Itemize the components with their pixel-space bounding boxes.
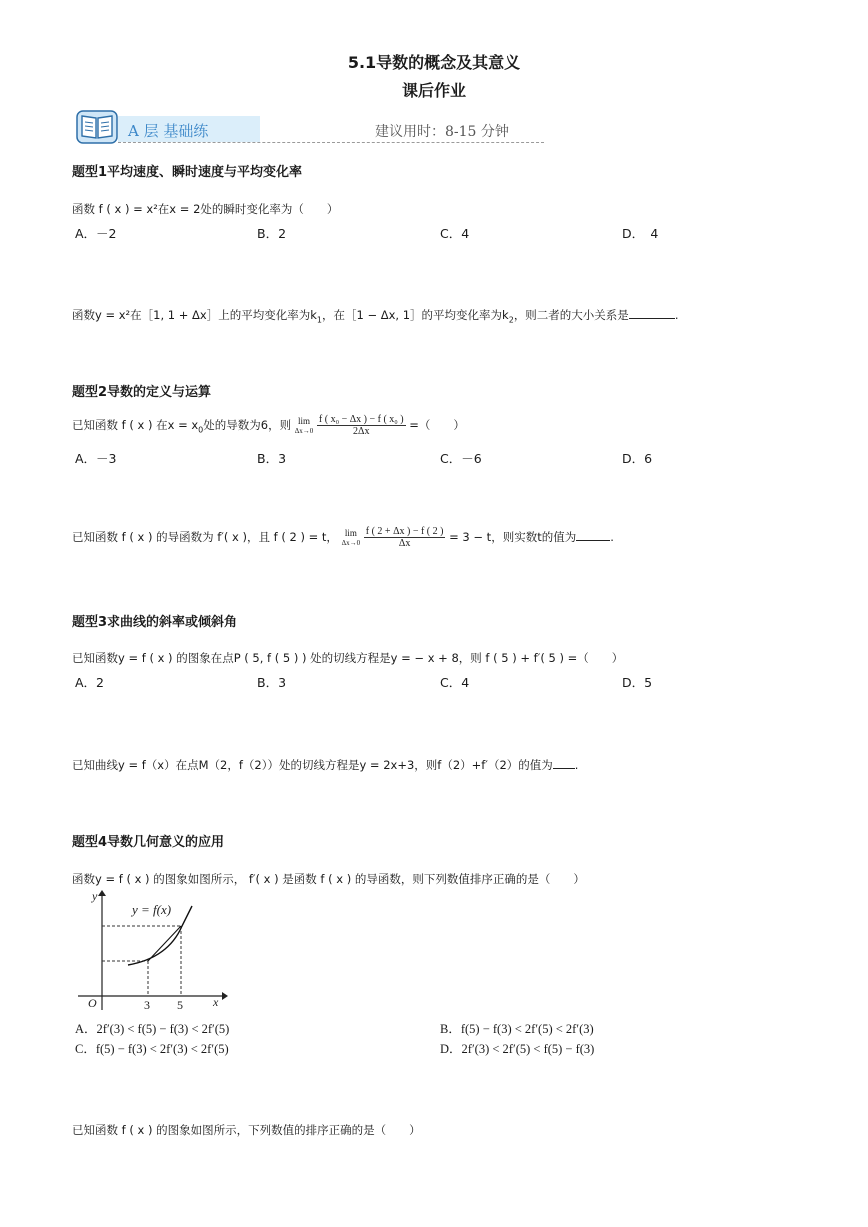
limit-symbol: lim Δx→0: [341, 527, 361, 547]
option-b: B．f(5) − f(3) < 2f′(5) < 2f′(3): [440, 1022, 594, 1036]
option-c: C．－6: [440, 451, 482, 466]
tick-label: 5: [177, 998, 183, 1012]
option-a: A．－2: [75, 226, 117, 241]
question-text: 已知曲线y = f（x）在点M（2，f（2））处的切线方程是y = 2x+3，则f（2）+f′（2）的值为 .: [72, 758, 579, 772]
option-d: D．6: [622, 451, 653, 466]
answer-blank: [553, 758, 575, 769]
option-d: D． 4: [622, 226, 659, 241]
section-title: 题型1平均速度、瞬时速度与平均变化率: [72, 165, 303, 180]
option-b: B．3: [257, 675, 287, 690]
fraction: $\frac{\text{f ( x₀ − Δx ) − f ( x₀ )}}{2\Delta x}$: [318, 414, 404, 437]
answer-blank: [576, 530, 610, 541]
option-a: A．2f′(3) < f(5) − f(3) < 2f′(5): [75, 1022, 230, 1036]
curve-label: y = f(x): [132, 902, 172, 917]
level-label: A 层 基础练: [128, 122, 209, 140]
question-text: 已知函数y = f ( x ) 的图象在点P ( 5, f ( 5 ) ) 处的切线方程是y = − x + 8，则 f ( 5 ) + f′( 5 ) =（ ）: [72, 651, 624, 665]
option-d: D．2f′(3) < 2f′(5) < f(5) − f(3): [440, 1042, 595, 1056]
fraction: $\frac{f ( 2 + \Delta x ) - f ( 2 )}{\Delta x}$: [365, 526, 444, 549]
page-title: 5.1导数的概念及其意义: [347, 53, 521, 72]
x-axis-arrow: [222, 992, 228, 1000]
page-subtitle: 课后作业: [401, 81, 466, 100]
secant-line: [148, 926, 181, 961]
tick-label: 3: [144, 998, 150, 1012]
answer-blank: [629, 308, 675, 319]
section-title: 题型3求曲线的斜率或倾斜角: [72, 615, 238, 630]
question-text: 已知函数 f ( x ) 在$x = x_0$处的导数为6，则 lim Δx→0 $\frac{\text{f ( x₀ − Δx ) − f ( x₀ )}}{2\Delta x}$ =（ ）: [72, 414, 465, 437]
option-b: B．3: [257, 451, 287, 466]
option-b: B．2: [257, 226, 287, 241]
question-text: 已知函数 f ( x ) 的图象如图所示，下列数值的排序正确的是（ ）: [72, 1123, 421, 1137]
question-text: 函数 f ( x ) = x²在x = 2处的瞬时变化率为（ ）: [72, 202, 339, 216]
suggested-time: 建议用时：8-15 分钟: [375, 124, 509, 140]
limit-symbol: lim Δx→0: [294, 415, 314, 435]
y-axis-label: y: [92, 889, 98, 903]
question-text: 函数y = f ( x ) 的图象如图所示， f′( x ) 是函数 f ( x ) 的导函数，则下列数值排序正确的是（ ）: [72, 872, 585, 886]
header-divider: [118, 142, 544, 143]
option-c: C．f(5) − f(3) < 2f′(3) < 2f′(5): [75, 1042, 229, 1056]
option-a: A．2: [75, 675, 105, 690]
option-a: A．－3: [75, 451, 117, 466]
x-axis-label: x: [213, 995, 219, 1009]
section-title: 题型2导数的定义与运算: [72, 385, 212, 400]
y-axis-arrow: [98, 890, 106, 896]
book-icon: [76, 110, 118, 148]
option-d: D．5: [622, 675, 653, 690]
question-text: 已知函数 f ( x ) 的导函数为 f′( x )，且 f ( 2 ) = t， lim Δx→0 $\frac{f ( 2 + \Delta x ) - f ( 2 )}{\Delta x}$ = 3 − t，则实数t的值为 .: [72, 526, 614, 549]
section-title: 题型4导数几何意义的应用: [72, 835, 225, 850]
option-c: C．4: [440, 675, 470, 690]
option-c: C．4: [440, 226, 470, 241]
question-text: 函数y = x²在［1, 1 + Δx］上的平均变化率为$k_1$，在［1 − Δx, 1］的平均变化率为$k_2$，则二者的大小关系是 .: [72, 308, 679, 325]
function-graph: [70, 888, 230, 1018]
origin-label: O: [88, 996, 97, 1010]
